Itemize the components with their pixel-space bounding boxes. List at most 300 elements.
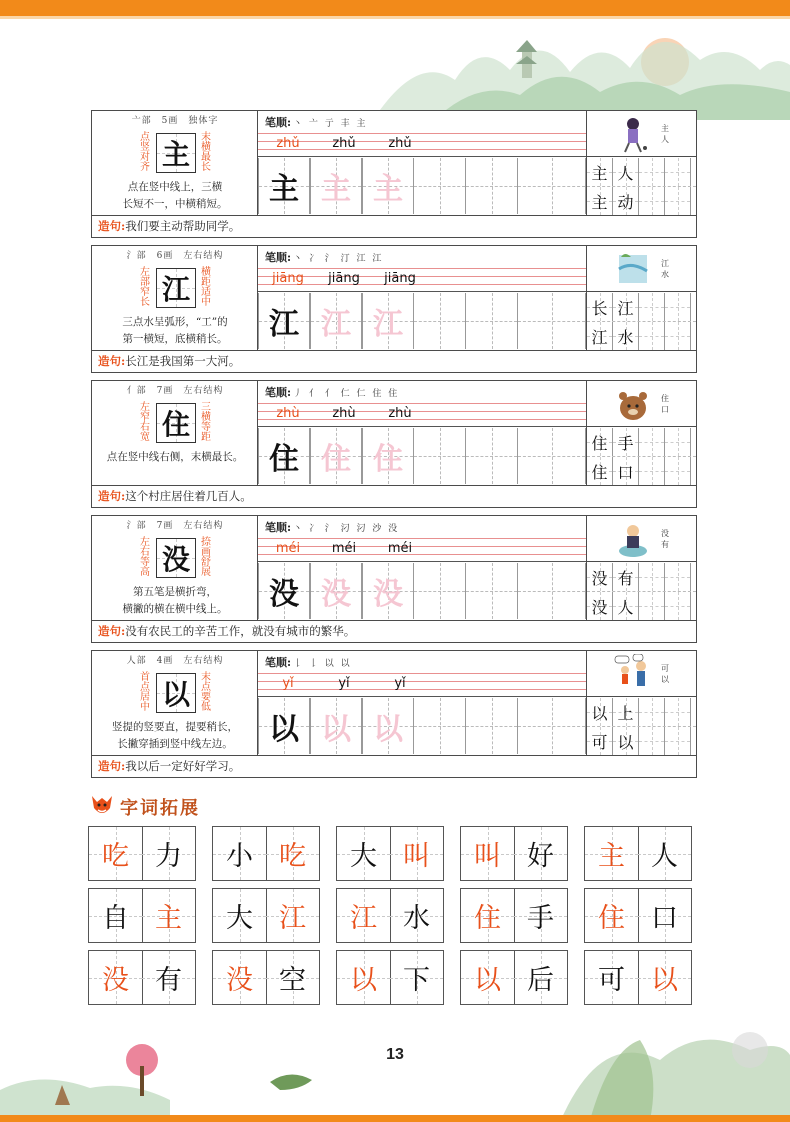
word-char: 口 [617,462,634,482]
entry-main [92,246,696,350]
main-character: 没 [161,543,190,576]
word-cell [587,428,613,456]
practice-area [258,651,587,755]
pinyin: zhù [332,406,356,421]
illustration-label: 主人 [661,124,669,144]
writing-cell[interactable] [466,698,518,754]
practice-char: 以 [269,712,299,747]
character-info [92,381,258,485]
entry-main [92,111,696,215]
word-cell [639,457,665,485]
writing-cell[interactable] [362,428,414,484]
expansion-char: 吃 [102,841,129,872]
top-light-bar [0,16,790,19]
word-cell [587,563,613,591]
expansion-char-cell [390,827,443,880]
stroke-order: 笔顺: 丶 冫 氵 汀 江 江 [265,251,384,264]
practice-char: 主 [269,172,299,207]
writing-cell[interactable] [466,428,518,484]
word-char: 以 [617,732,634,752]
writing-cell[interactable] [518,158,586,214]
writing-cell[interactable] [362,158,414,214]
word-cell [587,592,613,620]
word-cell [665,187,691,215]
expansion-char: 江 [350,903,377,934]
expansion-char: 自 [102,903,129,934]
expansion-char-cell [585,827,639,880]
word-cell [665,457,691,485]
expansion-char-cell [390,951,443,1004]
expansion-char: 江 [279,903,306,934]
word-cell [613,727,639,755]
sentence-text: 没有农民工的辛苦工作，就没有城市的繁华。 [125,624,356,638]
illustration [587,381,696,427]
writing-tip-right: 捺画舒展 [201,537,211,578]
sentence-text: 长江是我国第一大河。 [125,354,241,368]
practice-char: 以 [321,712,351,747]
pinyin-band [258,673,586,697]
word-char: 主 [591,192,608,212]
word-cell [639,428,665,456]
word-row [587,158,696,186]
writing-tip-left: 左右等高 [140,537,150,578]
word-char: 没 [591,568,608,588]
practice-char: 没 [373,577,403,612]
writing-cell[interactable] [258,563,310,619]
expansion-char-cell [514,827,567,880]
expansion-char-cell [638,827,691,880]
word-char: 住 [591,462,608,482]
character-entry [91,245,697,373]
writing-cell[interactable] [466,158,518,214]
pinyin: yǐ [338,676,350,691]
writing-description: 竖提的竖要直，提要稍长， 长撇穿插到竖中线左边。 [112,721,238,750]
word-cell [665,698,691,726]
expansion-char-cell [89,827,143,880]
example-sentence [92,755,696,777]
entry-main [92,651,696,755]
word-cell [613,592,639,620]
pinyin: yǐ [394,676,406,691]
writing-cell[interactable] [414,563,466,619]
word-cell [613,293,639,321]
word-row [587,563,696,591]
writing-grid [258,293,586,350]
illustration [587,246,696,292]
writing-cell[interactable] [362,563,414,619]
word-cell [639,322,665,350]
sentence-label: 造句: [98,624,126,638]
expansion-word-box [88,950,196,1005]
practice-area [258,381,587,485]
word-char: 江 [591,327,608,347]
page-number: 13 [386,1046,404,1063]
pinyin: zhù [388,406,412,421]
word-char: 可 [591,732,608,752]
writing-tip-right: 末横最长 [201,132,211,173]
practice-char: 主 [373,172,403,207]
example-sentence [92,215,696,237]
pinyin: jiāng [328,271,360,286]
expansion-char: 下 [403,965,430,996]
word-cell [665,158,691,186]
character-info [92,651,258,755]
writing-cell[interactable] [310,158,362,214]
pinyin: méi [275,541,301,556]
word-char: 以 [591,703,608,723]
expansion-char-cell [213,889,267,942]
word-row [587,591,696,620]
example-sentence [92,350,696,372]
word-grid [587,698,696,755]
radical-info: 人部 4画 左右结构 [126,656,224,666]
main-character-box [156,538,196,578]
writing-cell[interactable] [414,428,466,484]
practice-char: 住 [321,442,351,477]
expansion-char-cell [89,951,143,1004]
expansion-char-cell [142,951,195,1004]
writing-cell[interactable] [310,293,362,349]
word-cell [587,698,613,726]
writing-cell[interactable] [518,293,586,349]
writing-cell[interactable] [362,293,414,349]
writing-cell[interactable] [310,563,362,619]
illustration-label: 可以 [661,664,669,684]
writing-cell[interactable] [258,428,310,484]
illustration-label: 江水 [661,259,669,279]
word-char: 上 [617,703,634,723]
writing-tip-right: 三横等距 [201,402,211,443]
pinyin: zhǔ [276,136,300,151]
illustration [587,516,696,562]
word-char: 人 [617,163,634,183]
word-char: 住 [591,433,608,453]
word-grid [587,293,696,350]
writing-grid [258,698,586,755]
writing-cell[interactable] [258,293,310,349]
bottom-orange-bar [0,1115,790,1122]
sentence-label: 造句: [98,219,126,233]
word-cell [587,187,613,215]
expansion-char: 以 [474,965,501,996]
expansion-char: 吃 [279,841,306,872]
writing-cell[interactable] [466,563,518,619]
sentence-text: 这个村庄居住着几百人。 [125,489,252,503]
expansion-char: 手 [527,903,554,934]
expansion-char-cell [638,889,691,942]
expansion-char: 有 [155,965,182,996]
fox-mascot-icon [88,790,116,818]
word-cell [613,187,639,215]
writing-tip-right: 末点要低 [201,672,211,713]
word-grid [587,158,696,215]
pinyin: yǐ [282,676,294,691]
practice-char: 没 [321,577,351,612]
writing-cell[interactable] [518,563,586,619]
practice-char: 住 [269,442,299,477]
expansion-char: 可 [598,965,625,996]
pinyin-band [258,133,586,157]
writing-cell[interactable] [310,698,362,754]
expansion-char-cell [142,889,195,942]
writing-grid [258,158,586,215]
expansion-char: 主 [598,841,625,872]
stroke-order: 笔顺: 𠄌 𠄌 以 以 [265,656,352,669]
expansion-word-box [212,950,320,1005]
word-char: 江 [617,298,634,318]
radical-info: 氵部 6画 左右结构 [126,251,224,261]
entry-main [92,381,696,485]
expansion-word-box [460,888,568,943]
girl-walking-icon [611,114,655,154]
sentence-label: 造句: [98,759,126,773]
sentence-label: 造句: [98,489,126,503]
expansion-word-box [88,888,196,943]
writing-cell[interactable] [414,158,466,214]
practice-char: 江 [321,307,351,342]
character-entry [91,515,697,643]
illustration [587,651,696,697]
expansion-char-cell [585,889,639,942]
writing-cell[interactable] [518,698,586,754]
writing-tip-left: 点竖对齐 [140,132,150,173]
main-character: 江 [161,273,190,306]
radical-info: 亻部 7画 左右结构 [126,386,224,396]
expansion-char: 后 [527,965,554,996]
stroke-order: 笔顺: 丶 亠 亍 丰 主 [265,116,368,129]
expansion-char: 大 [226,903,253,934]
expansion-word-box [584,826,692,881]
word-char: 主 [591,163,608,183]
pinyin: zhǔ [332,136,356,151]
writing-description: 第五笔是横折弯， 横撇的横在横中线上。 [122,586,228,615]
sentence-label: 造句: [98,354,126,368]
expansion-char-cell [266,827,319,880]
word-cell [665,293,691,321]
word-row [587,456,696,485]
top-orange-bar [0,0,790,16]
expansion-char: 没 [102,965,129,996]
example-sentence [92,620,696,642]
practice-char: 江 [269,307,299,342]
expansion-char: 大 [350,841,377,872]
expansion-char: 好 [527,841,554,872]
character-info [92,111,258,215]
word-cell [613,322,639,350]
word-cell [639,158,665,186]
main-character-box [156,133,196,173]
child-and-parent-icon [611,654,655,694]
word-area [587,381,696,485]
word-row [587,726,696,755]
writing-tip-left: 首点居中 [140,672,150,713]
main-character-box [156,673,196,713]
pinyin-band [258,403,586,427]
practice-char: 住 [373,442,403,477]
expansion-char: 住 [598,903,625,934]
writing-cell[interactable] [414,698,466,754]
expansion-word-box [336,888,444,943]
pinyin: zhǔ [388,136,412,151]
writing-grid [258,428,586,485]
expansion-word-box [460,950,568,1005]
writing-tip-right: 横距适中 [201,267,211,308]
writing-cell[interactable] [518,428,586,484]
word-cell [587,727,613,755]
word-area [587,246,696,350]
word-cell [613,457,639,485]
word-char: 没 [591,597,608,617]
writing-cell[interactable] [362,698,414,754]
writing-cell[interactable] [414,293,466,349]
expansion-title: 字词拓展 [120,798,200,819]
expansion-char-cell [266,889,319,942]
pinyin-band [258,268,586,292]
expansion-char: 主 [155,903,182,934]
writing-cell[interactable] [258,158,310,214]
word-cell [587,457,613,485]
expansion-char: 叫 [403,841,430,872]
pinyin: méi [331,541,357,556]
writing-description: 点在竖中线右侧，末横最长。 [106,451,244,463]
word-row [587,293,696,321]
word-char: 手 [617,433,634,453]
word-area [587,651,696,755]
practice-area [258,246,587,350]
character-entry [91,110,697,238]
pinyin: zhù [276,406,300,421]
writing-description: 点在竖中线上，三横 长短不一，中横稍短。 [122,181,228,210]
expansion-char: 没 [226,965,253,996]
expansion-char: 水 [403,903,430,934]
expansion-char-cell [213,827,267,880]
word-row [587,698,696,726]
expansion-char-cell [213,951,267,1004]
character-entry [91,380,697,508]
expansion-word-box [584,888,692,943]
character-info [92,246,258,350]
expansion-char-cell [514,889,567,942]
expansion-char-cell [266,951,319,1004]
word-cell [665,592,691,620]
practice-area [258,516,587,620]
expansion-char-cell [638,951,691,1004]
practice-char: 江 [373,307,403,342]
word-cell [613,158,639,186]
expansion-word-box [336,950,444,1005]
expansion-char-cell [89,889,143,942]
bottom-landscape-decoration [0,1010,790,1122]
word-cell [639,187,665,215]
writing-tip-left: 左部窄长 [140,267,150,308]
writing-grid [258,563,586,620]
word-grid [587,563,696,620]
main-character: 以 [161,678,190,711]
pinyin: jiāng [384,271,416,286]
main-character-box [156,403,196,443]
expansion-char-cell [461,827,515,880]
writing-cell[interactable] [310,428,362,484]
word-area [587,111,696,215]
expansion-char: 以 [651,965,678,996]
expansion-char-cell [390,889,443,942]
main-character-box [156,268,196,308]
word-char: 长 [591,298,608,318]
character-entry [91,650,697,778]
word-char: 水 [617,327,634,347]
word-cell [665,428,691,456]
expansion-char: 住 [474,903,501,934]
expansion-word-box [88,826,196,881]
pinyin-band [258,538,586,562]
entry-main [92,516,696,620]
river-scene-icon [611,249,655,289]
expansion-word-box [584,950,692,1005]
expansion-char-cell [514,951,567,1004]
illustration [587,111,696,157]
expansion-char: 空 [279,965,306,996]
character-info [92,516,258,620]
expansion-char-cell [142,827,195,880]
word-cell [613,428,639,456]
pinyin: méi [387,541,413,556]
word-cell [639,698,665,726]
word-char: 有 [617,568,634,588]
stroke-order: 笔顺: 丿 亻 亻 仁 仁 住 住 [265,386,400,399]
sentence-text: 我们要主动帮助同学。 [125,219,241,233]
practice-char: 以 [373,712,403,747]
expansion-char: 口 [651,903,678,934]
expansion-char-cell [337,889,391,942]
practice-char: 没 [269,577,299,612]
word-cell [587,293,613,321]
main-character: 主 [161,138,190,171]
word-area [587,516,696,620]
sentence-text: 我以后一定好好学习。 [125,759,241,773]
illustration-label: 没有 [661,529,669,549]
main-character: 住 [161,408,190,441]
word-cell [587,322,613,350]
word-char: 人 [617,597,634,617]
radical-info: 氵部 7画 左右结构 [126,521,224,531]
word-cell [665,727,691,755]
word-row [587,428,696,456]
radical-info: 亠部 5画 独体字 [131,116,219,126]
man-thinking-icon [611,519,655,559]
example-sentence [92,485,696,507]
writing-tip-left: 左窄右宽 [140,402,150,443]
word-cell [613,563,639,591]
writing-cell[interactable] [466,293,518,349]
word-grid [587,428,696,485]
illustration-label: 住口 [661,394,669,414]
word-char: 动 [617,192,634,212]
practice-char: 主 [321,172,351,207]
word-cell [639,727,665,755]
word-cell [587,158,613,186]
expansion-char: 以 [350,965,377,996]
expansion-char-cell [461,889,515,942]
expansion-word-box [212,888,320,943]
expansion-char-cell [337,827,391,880]
expansion-char: 力 [155,841,182,872]
word-cell [639,592,665,620]
pinyin: jiāng [272,271,304,286]
expansion-word-box [336,826,444,881]
writing-cell[interactable] [258,698,310,754]
expansion-char: 人 [651,841,678,872]
bear-icon [611,384,655,424]
